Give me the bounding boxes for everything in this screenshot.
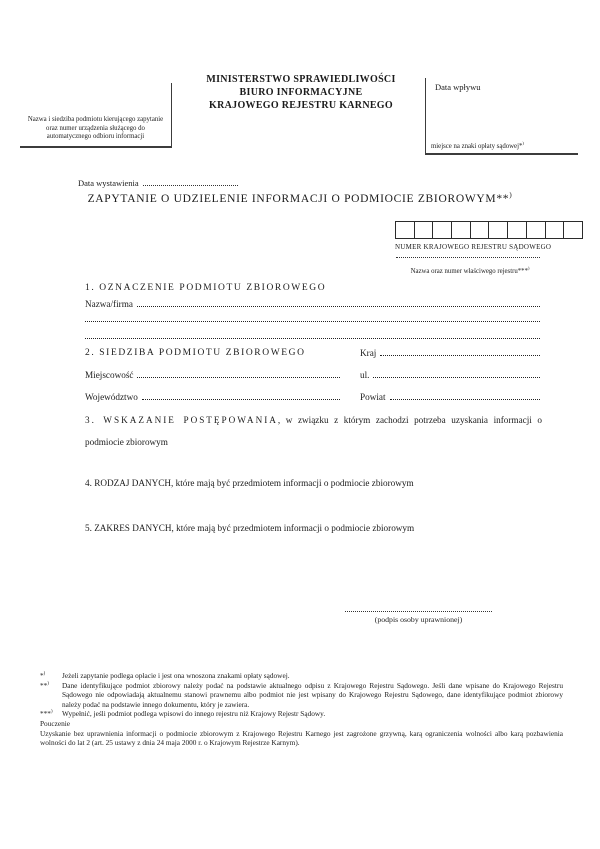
krs-digit-cell[interactable] (563, 221, 583, 239)
field-row-district (360, 392, 540, 402)
city-fill-line[interactable] (137, 377, 340, 378)
section-3-heading: 3. WSKAZANIE POSTĘPOWANIA, w związku z którym zachodzi potrzeba uzyskania informacji o podmiocie zbiorowym (85, 415, 542, 447)
krs-digit-cell[interactable] (507, 221, 527, 239)
krs-digit-cell[interactable] (451, 221, 471, 239)
krs-number-grid (395, 221, 583, 239)
section-4-heading: 4. RODZAJ DANYCH, które mają być przedmiotem informacji o podmiocie zbiorowym (85, 478, 414, 488)
register-fill-line[interactable] (396, 250, 540, 258)
footnote-2-marker: **) (40, 680, 49, 690)
date-received-label: Data wpływu (435, 82, 481, 92)
ministry-line-1: MINISTERSTWO SPRAWIEDLIWOŚCI (206, 74, 396, 85)
field-row-country (360, 348, 540, 358)
field-label-country: Kraj (360, 348, 377, 358)
field-label-street: ul. (360, 370, 370, 380)
stamp-area-label: miejsce na znaki opłaty sądowej*) (431, 140, 524, 150)
issue-date-row (78, 178, 238, 188)
province-fill-line[interactable] (142, 399, 340, 400)
ministry-line-2: BIURO INFORMACYJNE (239, 87, 363, 98)
ministry-header (168, 73, 434, 112)
footnote-2 (40, 681, 563, 710)
field-label-city: Miejscowość (85, 370, 134, 380)
krs-digit-cell[interactable] (432, 221, 452, 239)
signature-caption: (podpis osoby uprawnionej) (374, 615, 463, 624)
footnote-2-text: Dane identyfikujące podmiot zbiorowy należy podać na podstawie aktualnego odpisu z Krajowego Rejestru Sądowego. Jeśli dane wpisane do Krajowego Rejestru Sądowego nie odpowiadają aktualnemu stanowi prawnemu albo podmiot nie jest wpisany do Krajowego Rejestru Sądowego, dane identyfikujące podmiot zbiorowy należy podać na podstawie innego dokumentu, który je zawiera. (62, 680, 563, 709)
name-fill-line[interactable] (137, 306, 540, 307)
field-row-city (85, 370, 340, 380)
field-row-street (360, 370, 540, 380)
pouczenie-text: Uzyskanie bez uprawnienia informacji o podmiocie zbiorowym z Krajowego Rejestru Karnego jest zagrożone grzywną, karą ograniczenia wolności albo karą pozbawienia wolności do lat 2 (art. 25 ustawy z dnia 24 maja 2000 r. o Krajowym Rejestrze Karnym). (40, 728, 563, 748)
krs-digit-cell[interactable] (488, 221, 508, 239)
section-1-heading: 1. OZNACZENIE PODMIOTU ZBIOROWEGO (85, 283, 327, 293)
field-row-province (85, 392, 340, 402)
field-row-name (85, 299, 540, 309)
name-fill-line-2[interactable] (85, 321, 540, 322)
krs-number-label: NUMER KRAJOWEGO REJESTRU SĄDOWEGO (395, 243, 552, 251)
krs-digit-cell[interactable] (414, 221, 434, 239)
intake-box (425, 78, 578, 155)
krs-digit-cell[interactable] (526, 221, 546, 239)
footnotes (40, 671, 563, 748)
country-fill-line[interactable] (380, 355, 540, 356)
issue-date-fill-line[interactable] (143, 185, 238, 186)
krs-digit-cell[interactable] (470, 221, 490, 239)
footnote-3 (40, 709, 563, 719)
footnote-1 (40, 671, 563, 681)
footnote-3-text: Wypełnić, jeśli podmiot podlega wpisowi do innego rejestru niż Krajowy Rejestr Sądowy. (62, 709, 326, 719)
krs-digit-cell[interactable] (395, 221, 415, 239)
section-2-heading: 2. SIEDZIBA PODMIOTU ZBIOROWEGO (85, 348, 306, 358)
footnote-1-marker: *) (40, 671, 46, 680)
sender-details-box[interactable] (20, 83, 172, 148)
register-note: Nazwa oraz numer właściwego rejestru***) (410, 265, 530, 275)
signature-fill-line[interactable] (345, 604, 492, 612)
street-fill-line[interactable] (373, 377, 540, 378)
field-label-district: Powiat (360, 392, 386, 402)
pouczenie-heading: Pouczenie (40, 718, 70, 728)
krs-digit-cell[interactable] (545, 221, 565, 239)
name-fill-line-3[interactable] (85, 338, 540, 339)
footnote-1-text: Jeżeli zapytanie podlega opłacie i jest ona wnoszona znakami opłaty sądowej. (62, 671, 290, 680)
ministry-line-3: KRAJOWEGO REJESTRU KARNEGO (209, 100, 393, 111)
field-label-name: Nazwa/firma (85, 299, 133, 309)
sender-box-note: Nazwa i siedziba podmiotu kierującego zapytanie oraz numer urządzenia służącego do automatycznego odbioru informacji (27, 116, 164, 141)
district-fill-line[interactable] (390, 399, 540, 400)
form-title: ZAPYTANIE O UDZIELENIE INFORMACJI O PODMIOCIE ZBIOROWYM**) (87, 190, 513, 205)
footnote-3-marker: ***) (40, 709, 53, 719)
issue-date-label: Data wystawienia (78, 178, 139, 188)
section-5-heading: 5. ZAKRES DANYCH, które mają być przedmiotem informacji o podmiocie zbiorowym (85, 523, 415, 533)
field-label-province: Województwo (85, 392, 138, 402)
